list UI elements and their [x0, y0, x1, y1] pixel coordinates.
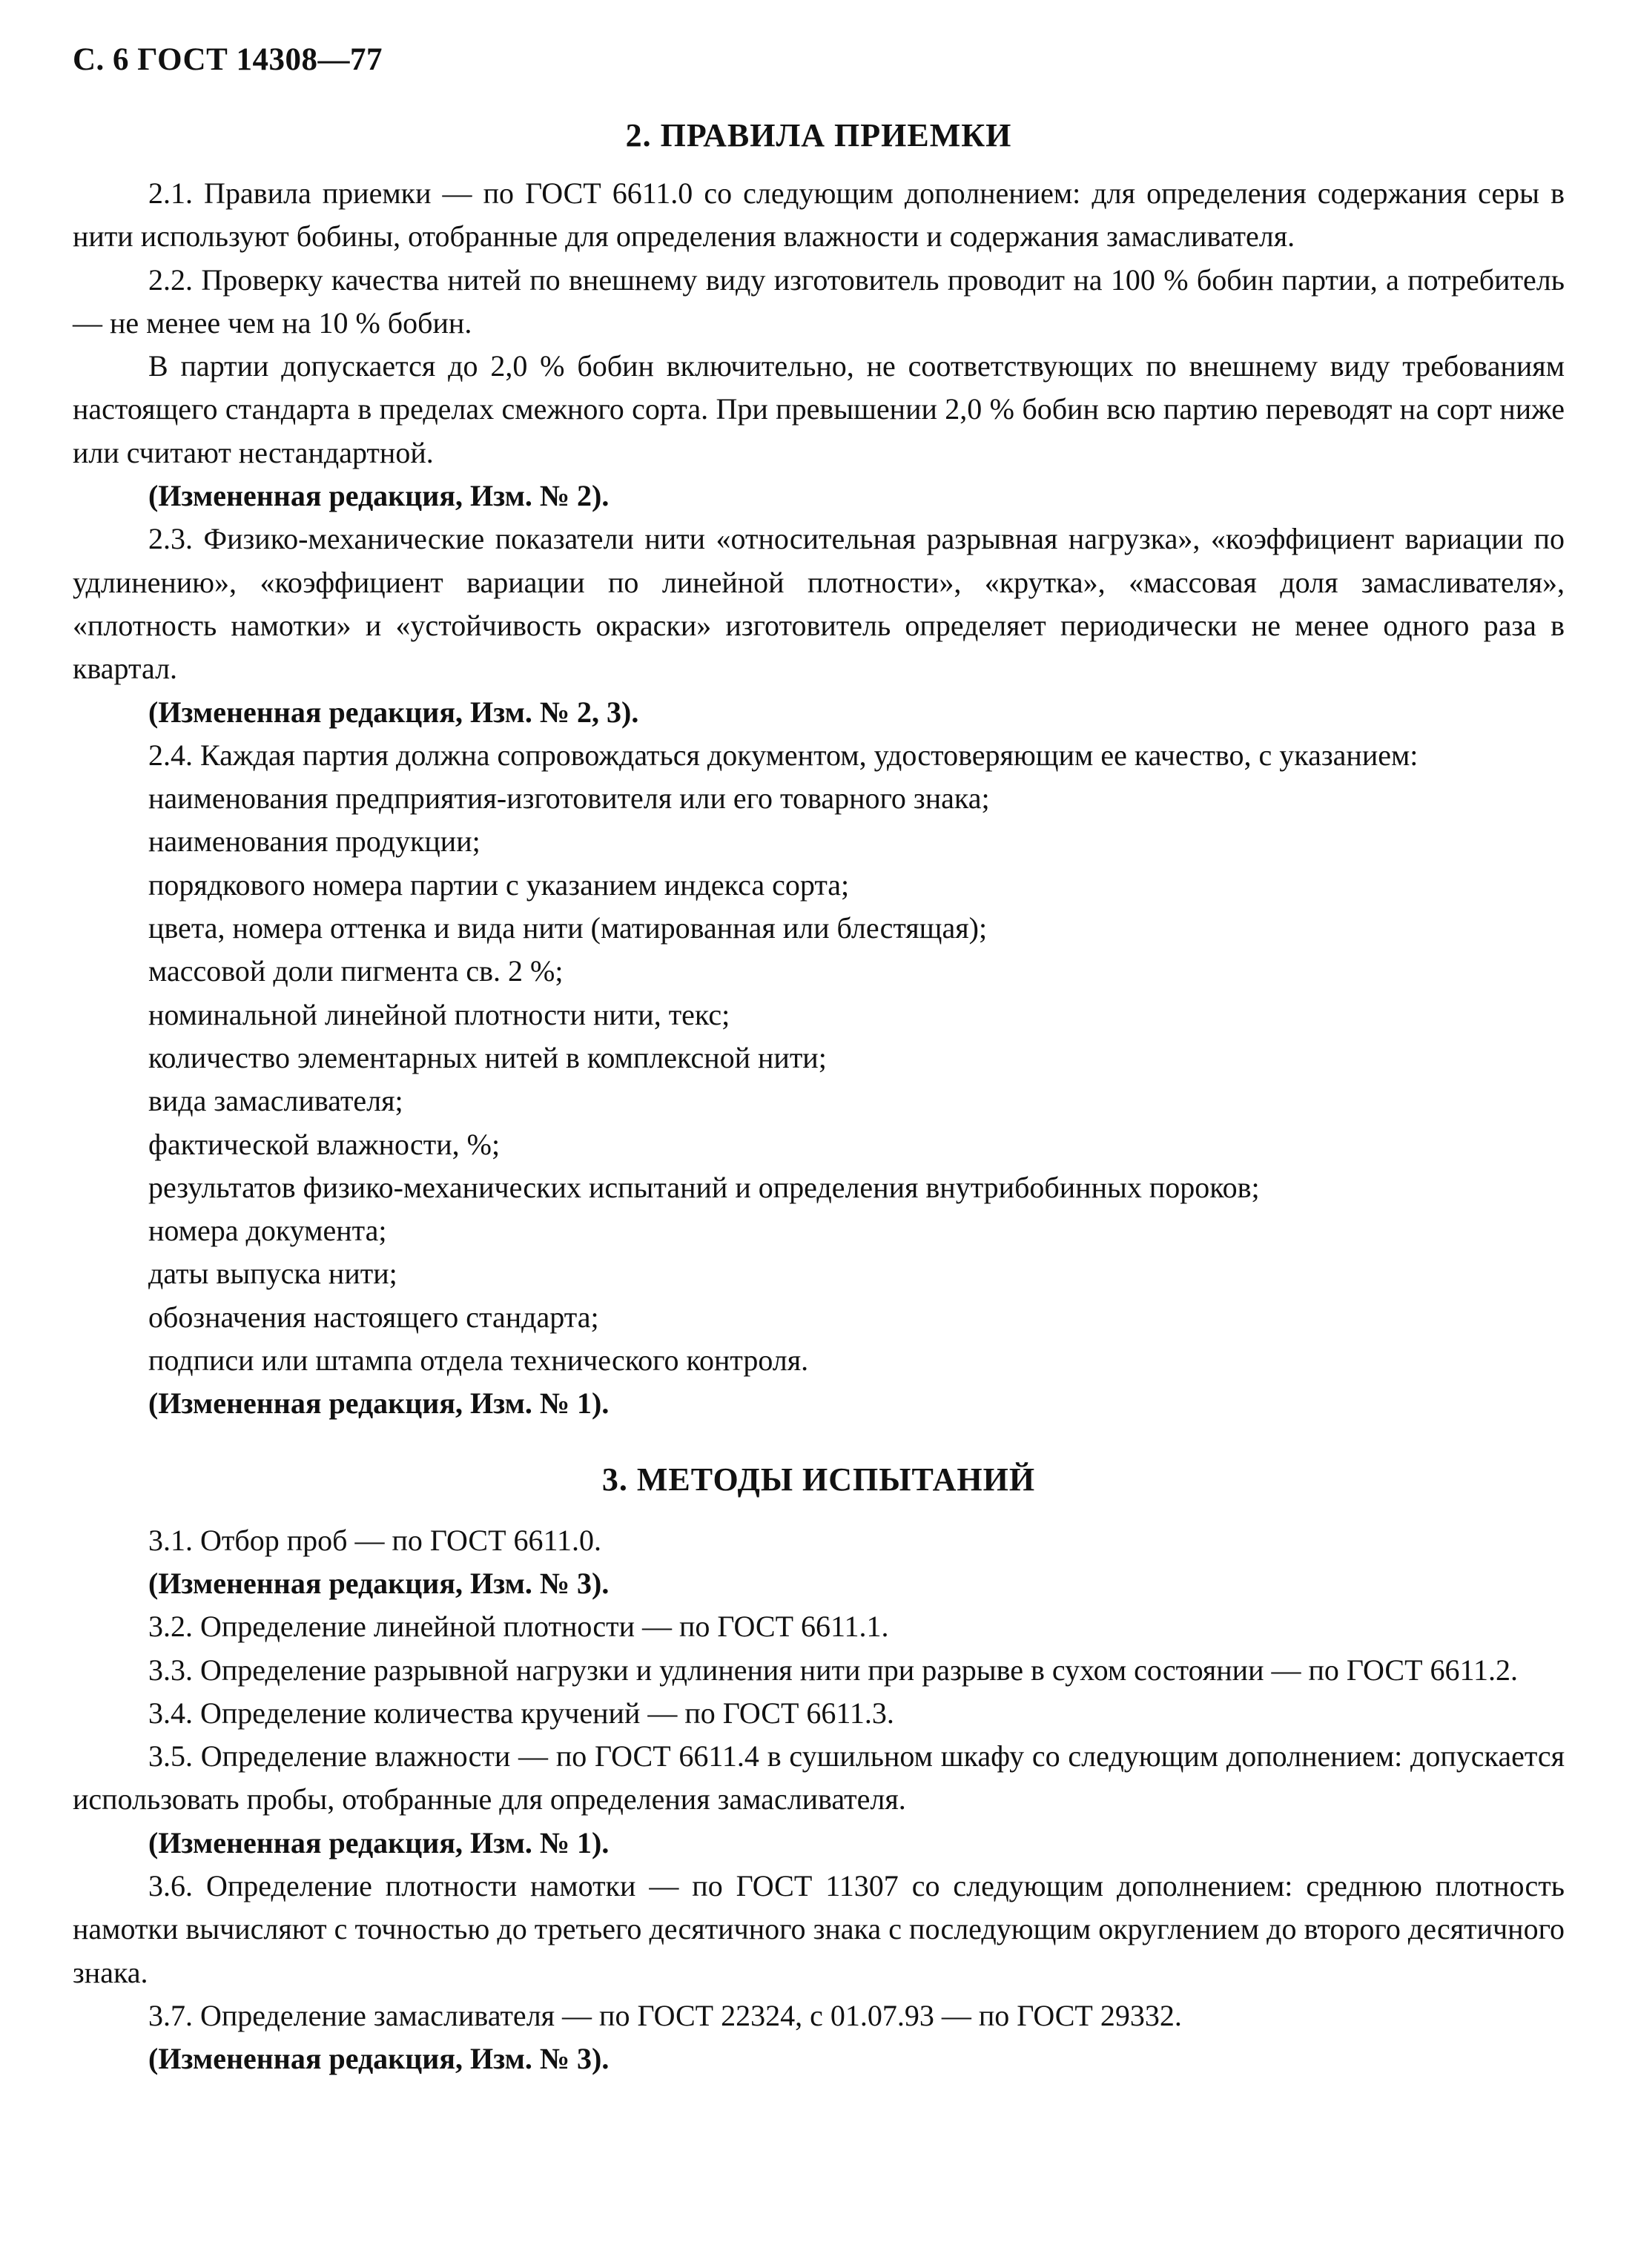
list-item: даты выпуска нити;	[148, 1257, 397, 1291]
amendment-note-3-5: (Измененная редакция, Изм. № 1).	[148, 1825, 610, 1859]
page-content	[73, 111, 1565, 2080]
amendment-note-2-2: (Измененная редакция, Изм. № 2).	[148, 479, 610, 513]
list-item: цвета, номера оттенка и вида нити (матированная или блестящая);	[148, 911, 988, 945]
list-item: вида замасливателя;	[148, 1084, 403, 1118]
clause-2-2: 2.2. Проверку качества нитей по внешнему виду изготовитель проводит на 100 % бобин партии, а потребитель — не менее чем на 10 % бобин.	[73, 262, 1565, 340]
section-2-title: 2. ПРАВИЛА ПРИЕМКИ	[625, 117, 1012, 153]
section-3-title: 3. МЕТОДЫ ИСПЫТАНИЙ	[601, 1461, 1036, 1498]
amendment-note-2-3: (Измененная редакция, Изм. № 2, 3).	[148, 695, 639, 729]
clause-3-6: 3.6. Определение плотности намотки — по ГОСТ 11307 со следующим дополнением: среднюю плотность намотки вычисляют с точностью до третьего десятичного знака с последующим округлением до второго десятичного знака.	[73, 1868, 1565, 1989]
clause-2-1: 2.1. Правила приемки — по ГОСТ 6611.0 со следующим дополнением: для определения содержания серы в нити используют бобины, отобранные для определения влажности и содержания замасливателя.	[73, 176, 1565, 254]
list-item: обозначения настоящего стандарта;	[148, 1300, 599, 1334]
clause-3-4: 3.4. Определение количества кручений — по ГОСТ 6611.3.	[148, 1696, 894, 1730]
list-item: порядкового номера партии с указанием индекса сорта;	[148, 867, 850, 902]
clause-2-4: 2.4. Каждая партия должна сопровождаться документом, удостоверяющим ее качество, с указанием:	[148, 738, 1419, 772]
clause-3-2: 3.2. Определение линейной плотности — по ГОСТ 6611.1.	[148, 1610, 889, 1644]
amendment-note-3-1: (Измененная редакция, Изм. № 3).	[148, 1566, 610, 1600]
list-item: номера документа;	[148, 1214, 387, 1248]
clause-2-2-continuation: В партии допускается до 2,0 % бобин включительно, не соответствующих по внешнему виду требованиям настоящего стандарта в пределах смежного сорта. При превышении 2,0 % бобин всю партию переводят на сорт ниже или считают нестандартной.	[73, 349, 1565, 469]
clause-3-3: 3.3. Определение разрывной нагрузки и удлинения нити при разрыве в сухом состоянии — по ГОСТ 6611.2.	[148, 1653, 1519, 1687]
document-requirements-list	[73, 777, 1565, 1382]
list-item: номинальной линейной плотности нити, текс;	[148, 997, 730, 1031]
list-item: количество элементарных нитей в комплексной нити;	[148, 1040, 827, 1074]
clause-3-7: 3.7. Определение замасливателя — по ГОСТ 22324, с 01.07.93 — по ГОСТ 29332.	[148, 1998, 1182, 2032]
list-item: наименования продукции;	[148, 824, 480, 859]
clause-2-3: 2.3. Физико-механические показатели нити «относительная разрывная нагрузка», «коэффициент вариации по удлинению», «коэффициент вариации по линейной плотности», «крутка», «массовая доля замасливателя», «плотность намотки» и «устойчивость окраски» изготовитель определяет периодически не менее одного раза в квартал.	[73, 522, 1565, 686]
list-item: фактической влажности, %;	[148, 1127, 501, 1161]
list-item: результатов физико-механических испытаний и определения внутрибобинных пороков;	[148, 1170, 1260, 1204]
clause-3-1: 3.1. Отбор проб — по ГОСТ 6611.0.	[148, 1523, 602, 1557]
list-item: наименования предприятия-изготовителя или его товарного знака;	[148, 781, 990, 816]
clause-3-5: 3.5. Определение влажности — по ГОСТ 6611.4 в сушильном шкафу со следующим дополнением: допускается использовать пробы, отобранные для определения замасливателя.	[73, 1739, 1565, 1816]
list-item: подписи или штампа отдела технического контроля.	[148, 1343, 809, 1378]
list-item: массовой доли пигмента св. 2 %;	[148, 954, 564, 988]
amendment-note-3-7: (Измененная редакция, Изм. № 3).	[148, 2042, 610, 2076]
running-header: С. 6 ГОСТ 14308—77	[73, 42, 383, 77]
amendment-note-2-4: (Измененная редакция, Изм. № 1).	[148, 1386, 610, 1421]
